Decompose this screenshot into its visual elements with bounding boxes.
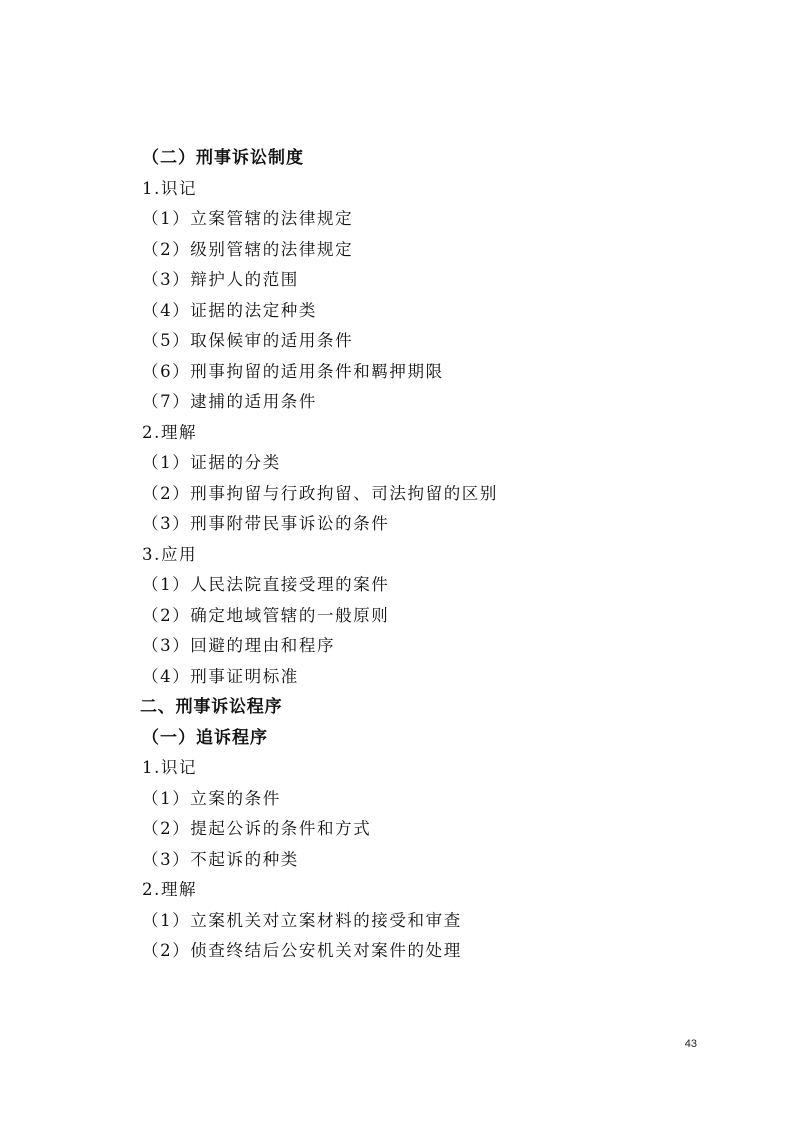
outline-item: （2）侦查终结后公安机关对案件的处理 [142, 941, 462, 960]
outline-item: （3）回避的理由和程序 [142, 636, 336, 655]
section-heading: （一）追诉程序 [142, 727, 268, 748]
outline-item: （7）逮捕的适用条件 [142, 392, 317, 411]
outline-item: （2）级别管辖的法律规定 [142, 239, 354, 259]
outline-item: （4）证据的法定种类 [142, 300, 317, 320]
outline-category: 2.理解 [142, 422, 198, 442]
outline-item: （1）立案机关对立案材料的接受和审查 [142, 910, 462, 930]
section-heading: （二）刑事诉讼制度 [142, 148, 304, 168]
outline-item: （1）人民法院直接受理的案件 [142, 575, 390, 594]
outline-item: （2）提起公诉的条件和方式 [142, 819, 372, 838]
outline-item: （4）刑事证明标准 [142, 666, 299, 686]
outline-item: （2）确定地域管辖的一般原则 [142, 605, 390, 625]
outline-item: （1）立案管辖的法律规定 [142, 209, 354, 228]
outline-category: 2.理解 [142, 880, 198, 899]
outline-item: （1）证据的分类 [142, 453, 281, 472]
outline-content [142, 143, 702, 967]
page-number: 43 [684, 1038, 697, 1050]
outline-item: （3）辩护人的范围 [142, 270, 299, 289]
outline-category: 3.应用 [142, 544, 198, 564]
outline-item: （2）刑事拘留与行政拘留、司法拘留的区别 [142, 483, 498, 503]
outline-item: （5）取保候审的适用条件 [142, 331, 354, 350]
chapter-heading: 二、刑事诉讼程序 [140, 697, 283, 717]
outline-category: 1.识记 [142, 178, 198, 198]
outline-category: 1.识记 [142, 758, 198, 777]
outline-item: （3）刑事附带民事诉讼的条件 [142, 514, 390, 533]
outline-item: （1）立案的条件 [142, 788, 281, 808]
outline-item: （3）不起诉的种类 [142, 849, 299, 869]
outline-item: （6）刑事拘留的适用条件和羁押期限 [142, 361, 444, 381]
